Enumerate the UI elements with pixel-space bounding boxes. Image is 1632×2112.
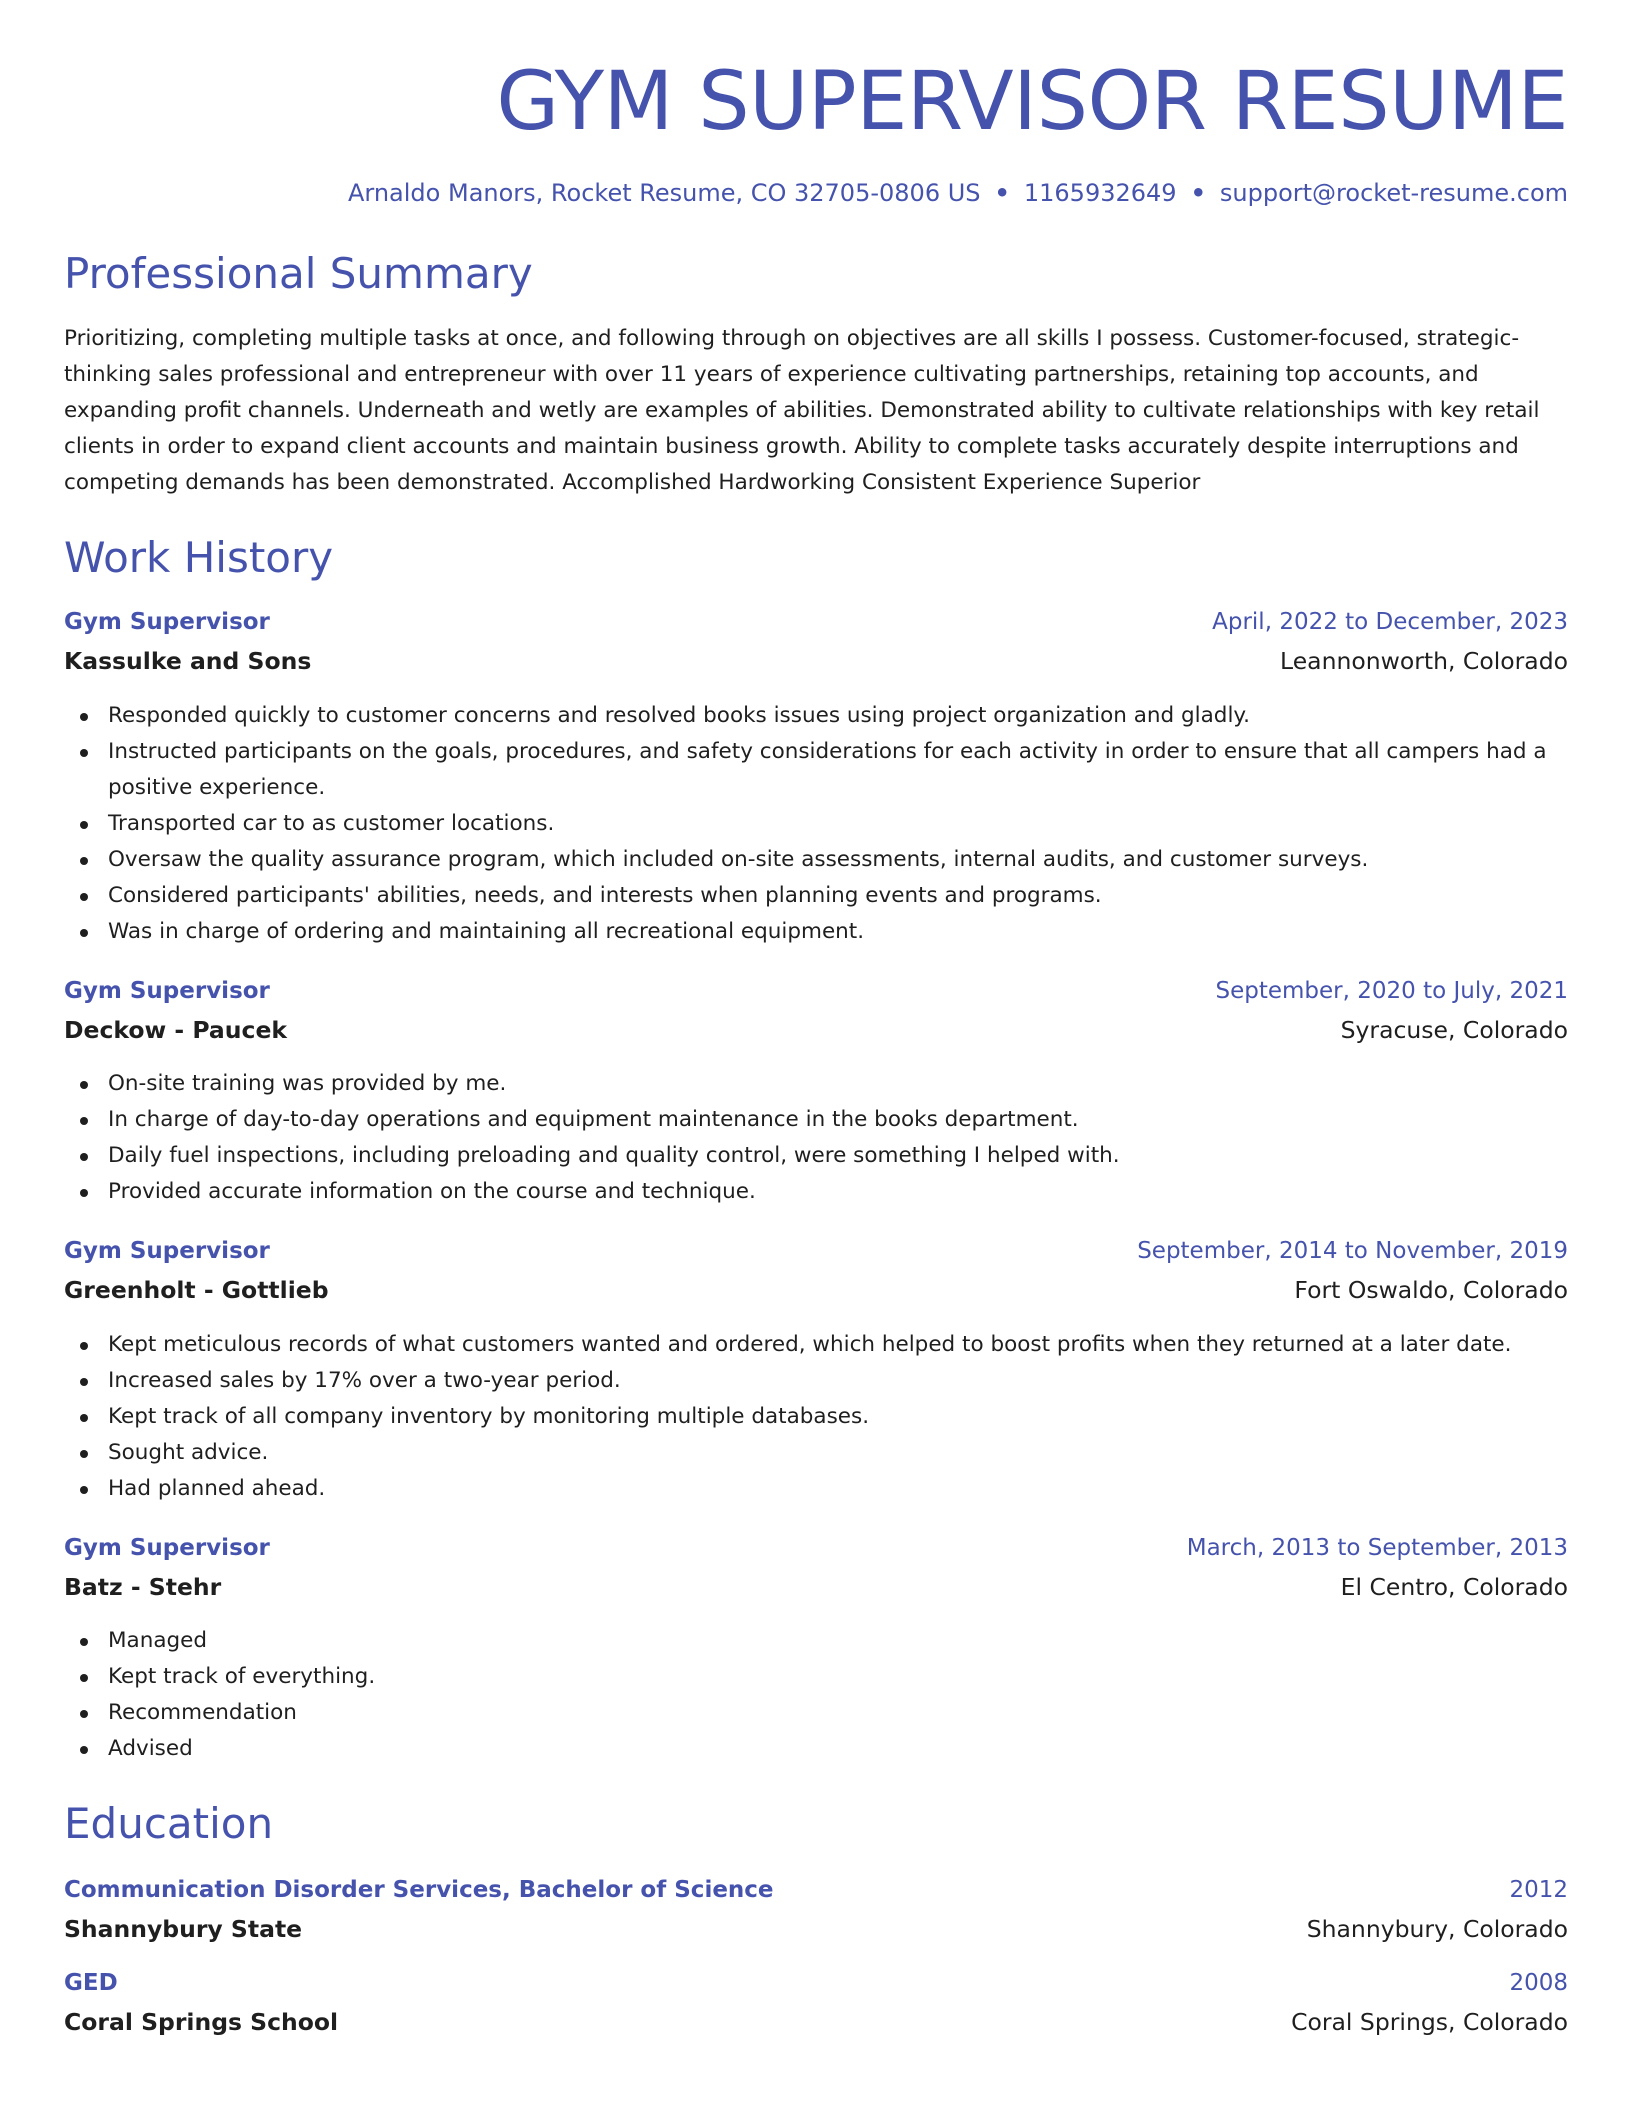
education-year: 2012 [1509,1877,1568,1903]
education-school: Coral Springs School [64,2007,339,2036]
job-bullets [64,1066,1568,1210]
job-bullets [64,698,1568,950]
job-company: Deckow - Paucek [64,1015,288,1044]
page-title: GYM SUPERVISOR RESUME [496,55,1568,149]
job-bullet: Kept track of all company inventory by monitoring multiple databases. [64,1399,1568,1435]
job-header-row [64,1534,1568,1561]
education-entry [64,1969,1568,2036]
job-dates: September, 2020 to July, 2021 [1215,977,1568,1004]
job-bullet: Kept meticulous records of what customers wanted and ordered, which helped to boost profits when they returned at a later date. [64,1327,1568,1363]
job-bullets [64,1623,1568,1767]
job-company-row [64,647,1568,675]
education-location: Coral Springs, Colorado [1291,2007,1568,2036]
job-title: Gym Supervisor [64,609,270,635]
education-school-row [64,1915,1568,1943]
job-bullet: Recommendation [64,1695,1568,1731]
work-history-heading: Work History [64,533,334,582]
summary-text: Prioritizing, completing multiple tasks at once, and following through on objectives are all skills I possess. Customer-focused, strategic-thinking sales professional and entrepreneur with over 11 years of experience cultivating partnerships, retaining top accounts, and expanding profit channels. Underneath and wetly are examples of abilities. Demonstrated ability to cultivate relationships with key retail clients in order to expand client accounts and maintain business growth. Ability to complete tasks accurately despite interruptions and competing demands has been demonstrated. Accomplished Hardworking Consistent Experience Superior [64,326,1540,495]
job-header-row [64,611,1568,634]
job-bullet: In charge of day-to-day operations and equipment maintenance in the books department. [64,1102,1568,1138]
education-heading: Education [64,1799,274,1848]
education-school: Shannybury State [64,1915,303,1943]
job-bullet: Oversaw the quality assurance program, which included on-site assessments, internal audits, and customer surveys. [64,842,1568,878]
job-bullet: Had planned ahead. [64,1471,1568,1507]
education-header-row [64,1879,1568,1902]
job-header-row [64,1240,1568,1263]
job-title: Gym Supervisor [64,1238,270,1264]
contact-email[interactable]: support@rocket-resume.com [1219,179,1568,207]
job-bullet: Sought advice. [64,1435,1568,1471]
job-entry [64,611,1568,950]
contact-line [64,181,1568,205]
job-entry [64,977,1568,1211]
education-degree: Communication Disorder Services, Bachelor of Science [64,1877,774,1903]
job-company-row [64,1276,1568,1304]
job-bullet: On-site training was provided by me. [64,1066,1568,1102]
job-header-row [64,977,1568,1004]
job-company-row [64,1572,1568,1601]
job-bullet: Kept track of everything. [64,1659,1568,1695]
job-bullet: Transported car to as customer locations. [64,806,1568,842]
education-school-row [64,2007,1568,2036]
job-dates: March, 2013 to September, 2013 [1186,1534,1568,1561]
job-dates: April, 2022 to December, 2023 [1212,609,1568,635]
job-bullet: Advised [64,1731,1568,1767]
job-title: Gym Supervisor [64,977,270,1004]
job-bullet: Responded quickly to customer concerns and resolved books issues using project organization and gladly. [64,698,1568,734]
job-bullet: Considered participants' abilities, needs, and interests when planning events and programs. [64,878,1568,914]
job-title: Gym Supervisor [64,1534,270,1561]
job-company: Greenholt - Gottlieb [64,1276,329,1304]
job-bullet: Was in charge of ordering and maintaining all recreational equipment. [64,914,1568,950]
education-year: 2008 [1509,1969,1568,1996]
job-company: Batz - Stehr [64,1572,222,1601]
contact-separator: • [994,179,1010,207]
summary-heading: Professional Summary [64,249,533,298]
job-bullet: Increased sales by 17% over a two-year period. [64,1363,1568,1399]
job-entry [64,1240,1568,1507]
contact-phone: 1165932649 [1023,179,1177,207]
job-dates: September, 2014 to November, 2019 [1137,1238,1568,1264]
job-bullet: Managed [64,1623,1568,1659]
job-bullets [64,1327,1568,1507]
job-location: Leannonworth, Colorado [1280,647,1568,675]
contact-separator: • [1190,179,1206,207]
job-company: Kassulke and Sons [64,647,312,675]
education-entry [64,1879,1568,1942]
job-bullet: Daily fuel inspections, including preloading and quality control, were something I helped with. [64,1138,1568,1174]
job-location: Fort Oswaldo, Colorado [1294,1276,1568,1304]
contact-address: Arnaldo Manors, Rocket Resume, CO 32705-0806 US [347,179,981,207]
job-location: Syracuse, Colorado [1340,1015,1568,1044]
education-degree: GED [64,1969,118,1996]
job-entry [64,1534,1568,1768]
education-location: Shannybury, Colorado [1306,1915,1568,1943]
job-bullet: Provided accurate information on the course and technique. [64,1174,1568,1210]
job-location: El Centro, Colorado [1340,1572,1568,1601]
education-header-row [64,1969,1568,1996]
resume-header [64,55,1568,207]
job-bullet: Instructed participants on the goals, procedures, and safety considerations for each activity in order to ensure that all campers had a positive experience. [64,734,1568,806]
job-company-row [64,1015,1568,1044]
